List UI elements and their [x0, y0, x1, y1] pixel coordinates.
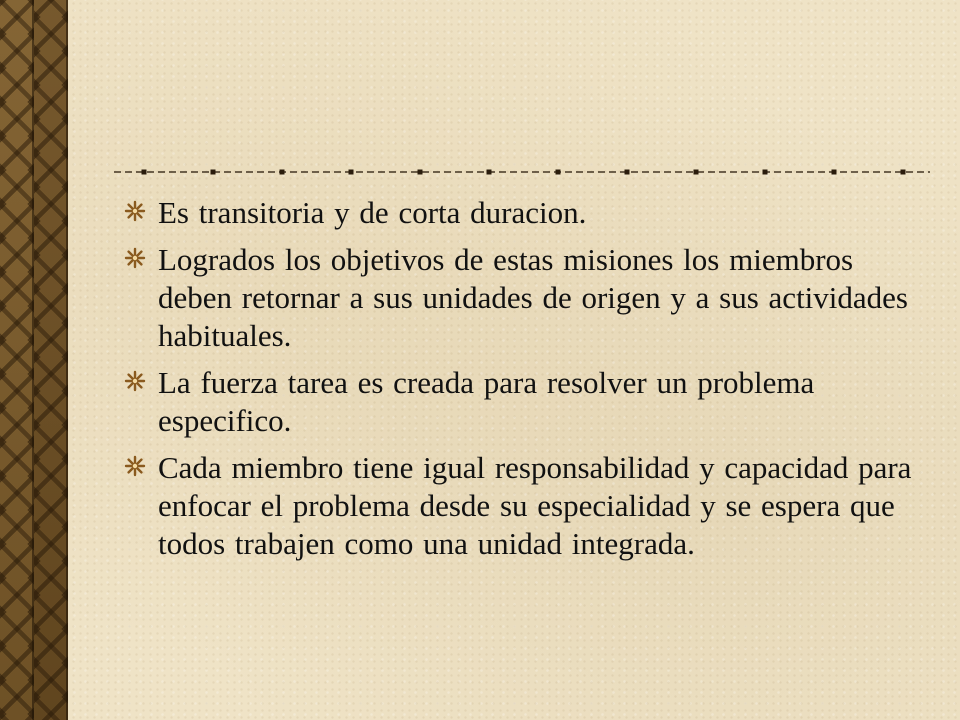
asterisk-star-icon — [124, 364, 158, 398]
dashed-divider — [114, 167, 930, 177]
asterisk-star-icon — [124, 194, 158, 228]
list-item — [124, 364, 914, 440]
divider-dot — [280, 170, 285, 175]
divider-dot — [142, 170, 147, 175]
border-column — [0, 0, 34, 720]
border-column — [34, 0, 68, 720]
bullet-text: Es transitoria y de corta duracion. — [158, 195, 587, 230]
divider-dot — [832, 170, 837, 175]
divider-dot — [487, 170, 492, 175]
decorative-border-strip — [0, 0, 68, 720]
divider-dot — [556, 170, 561, 175]
bullet-text: Cada miembro tiene igual responsabilidad y capacidad para enfocar el problema desde su especialidad y se espera que todos trabajen como una unidad integrada. — [158, 450, 912, 561]
asterisk-star-icon — [124, 241, 158, 275]
divider-dot — [763, 170, 768, 175]
list-item — [124, 194, 914, 232]
asterisk-star-icon — [124, 449, 158, 483]
divider-dot — [694, 170, 699, 175]
divider-dot — [211, 170, 216, 175]
bullet-list — [124, 194, 914, 572]
list-item — [124, 449, 914, 563]
bullet-text: La fuerza tarea es creada para resolver un problema especifico. — [158, 365, 815, 438]
divider-dot — [901, 170, 906, 175]
divider-dot — [418, 170, 423, 175]
divider-dot — [349, 170, 354, 175]
list-item — [124, 241, 914, 355]
divider-dot — [625, 170, 630, 175]
bullet-text: Logrados los objetivos de estas misiones los miembros deben retornar a sus unidades de origen y a sus actividades habituales. — [158, 242, 908, 353]
